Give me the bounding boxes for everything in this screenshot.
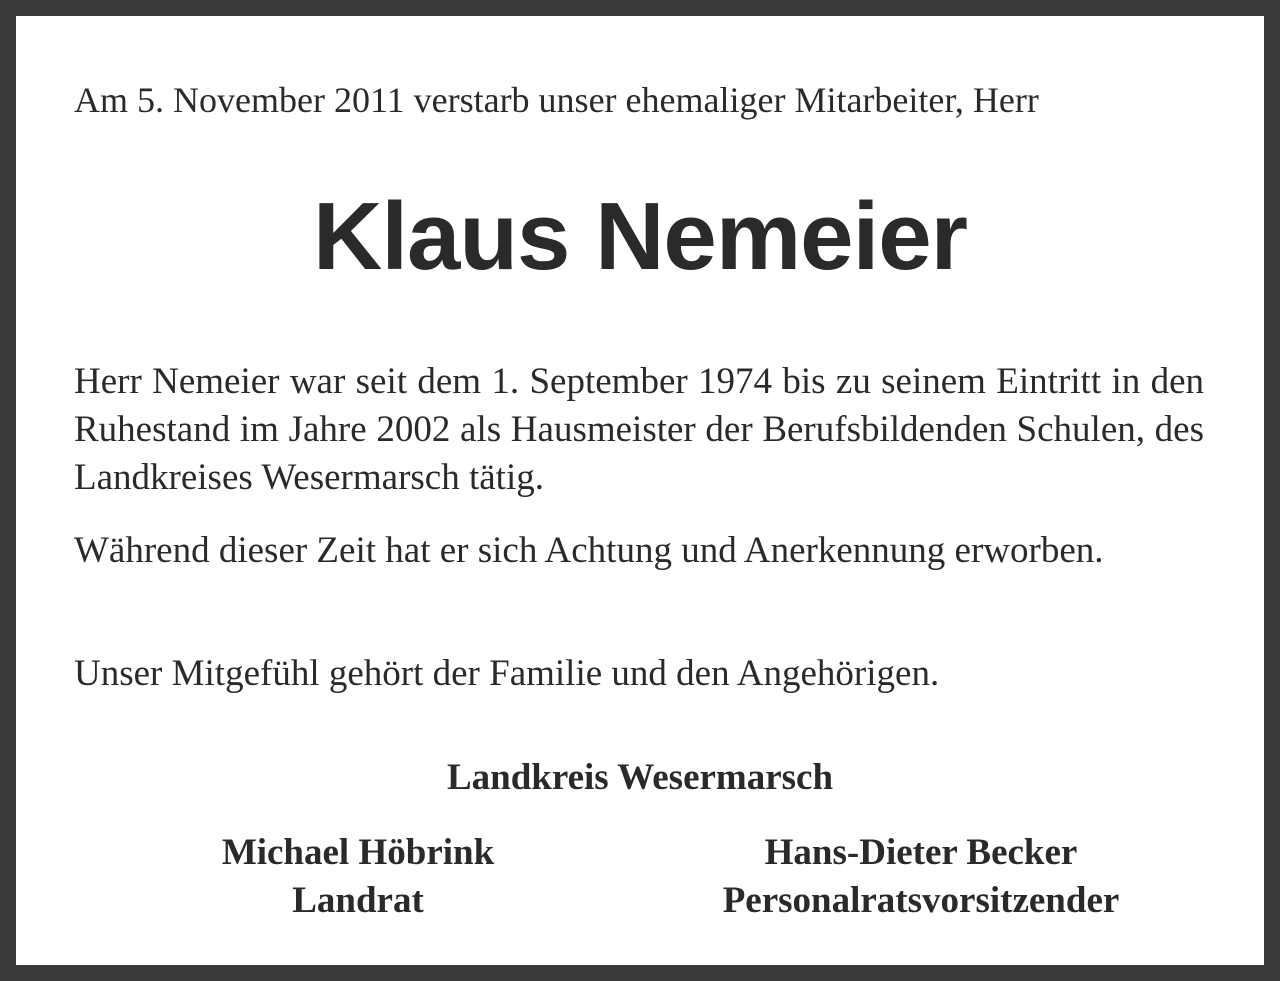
intro-line: Am 5. November 2011 verstarb unser ehemaliger Mitarbeiter, Herr — [74, 80, 1039, 120]
paragraph-condolences: Unser Mitgefühl gehört der Familie und den Angehörigen. — [74, 653, 940, 694]
paragraph-career: Herr Nemeier war seit dem 1. September 1974 bis zu seinem Eintritt in den Ruhestand im Jahre 2002 als Hausmeister der Berufsbildenden Schulen, des Landkreises Wesermarsch tätig. — [74, 361, 1204, 498]
signatory-name: Hans-Dieter Becker — [764, 832, 1078, 873]
signatory-title: Landrat — [292, 880, 424, 921]
organization-name: Landkreis Wesermarsch — [446, 757, 834, 798]
paragraph-recognition: Während dieser Zeit hat er sich Achtung und Anerkennung erworben. — [74, 530, 1104, 571]
signatory-right — [656, 829, 1186, 925]
signatory-left — [158, 829, 558, 925]
deceased-name: Klaus Nemeier — [313, 183, 967, 290]
signatory-title: Personalratsvorsitzender — [722, 880, 1120, 921]
signatory-name: Michael Höbrink — [221, 832, 495, 873]
